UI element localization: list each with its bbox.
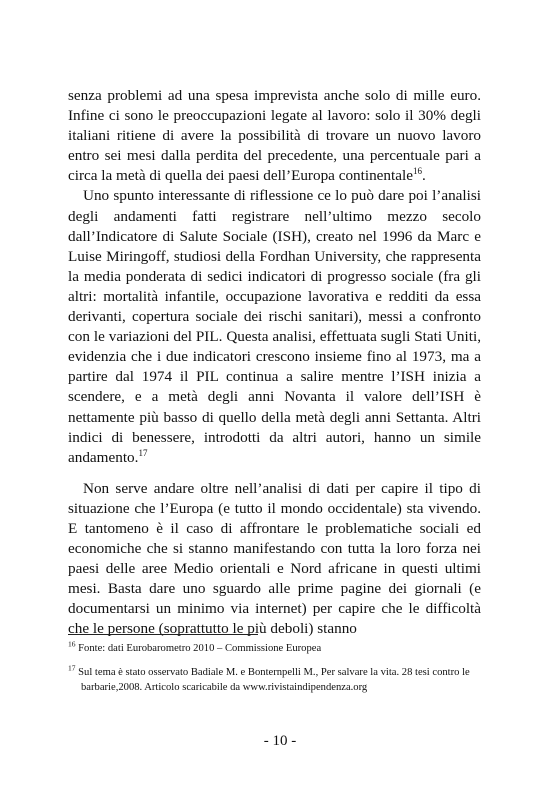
footnote-separator: [68, 634, 258, 635]
footnote-16: [68, 641, 488, 656]
footnote-number: 17: [68, 663, 76, 673]
footnote-ref-16: 16: [412, 166, 422, 177]
paragraph-3: [68, 479, 481, 640]
paragraph-3-text: Non serve andare oltre nell’analisi di dati per capire il tipo di situazione che l’Europa (e tutto il mondo occidentale) sta vivendo. E tantomeno è il caso di affrontare le problematiche sociali ed economiche che si stanno manifestando con tutta la loro forza nei paesi delle aree Medio orientali e Nord africane in questi ultimi mesi. Basta dare uno sguardo alle prime pagine dei giornali (e documentarsi un minimo via internet) per capire che le difficoltà che le persone (soprattutto le più deboli) stanno: [68, 479, 481, 638]
paragraph-2: [68, 186, 481, 467]
footnote-17: [68, 665, 488, 695]
body-text: [68, 86, 481, 640]
paragraph-1-text: senza problemi ad una spesa imprevista anche solo di mille euro. Infine ci sono le preoccupazioni legate al lavoro: solo il 30% degli italiani ritiene di avere la possibilità di trovare un nuovo lavoro entro sei mesi dalla perdita del precedente, una percentuale pari a circa la metà di quella dei paesi dell’Europa continentale: [68, 87, 481, 185]
paragraph-1-tail: .: [421, 167, 426, 185]
footnotes: [68, 641, 488, 695]
footnote-ref-17: 17: [138, 447, 148, 458]
footnote-number: 16: [68, 639, 76, 649]
paragraph-2-text: Uno spunto interessante di riflessione ce lo può dare poi l’analisi degli andamenti fatti registrare nell’ultimo mezzo secolo dall’Indicatore di Salute Sociale (ISH), creato nel 1996 da Marc e Luise Miringoff, studiosi della Fordhan University, che rappresenta la media ponderata di sedici indicatori di progresso sociale (fra gli altri: mortalità infantile, occupazione lavorativa e redditi da essa derivanti, copertura sociale dei rischi sanitari), messi a confronto con le variazioni del PIL. Questa analisi, effettuata sugli Stati Uniti, evidenzia che i due indicatori crescono insieme fino al 1973, ma a partire dal 1974 il PIL continua a salire mentre l’ISH inizia a scendere, e a metà degli anni Novanta il valore dell’ISH è nettamente più basso di quello della metà degli anni Settanta. Altri indici di benessere, introdotti da altri autori, hanno un simile andamento.: [68, 187, 481, 466]
paragraph-1: [68, 86, 481, 186]
footnote-text: Fonte: dati Eurobarometro 2010 – Commissione Europea: [78, 643, 322, 654]
footnote-text: Sul tema è stato osservato Badiale M. e Bonternpelli M., Per salvare la vita. 28 tesi contro le barbarie,2008. Articolo scaricabile da www.rivistaindipendenza.org: [78, 667, 470, 693]
page-number: - 10 -: [263, 733, 297, 749]
